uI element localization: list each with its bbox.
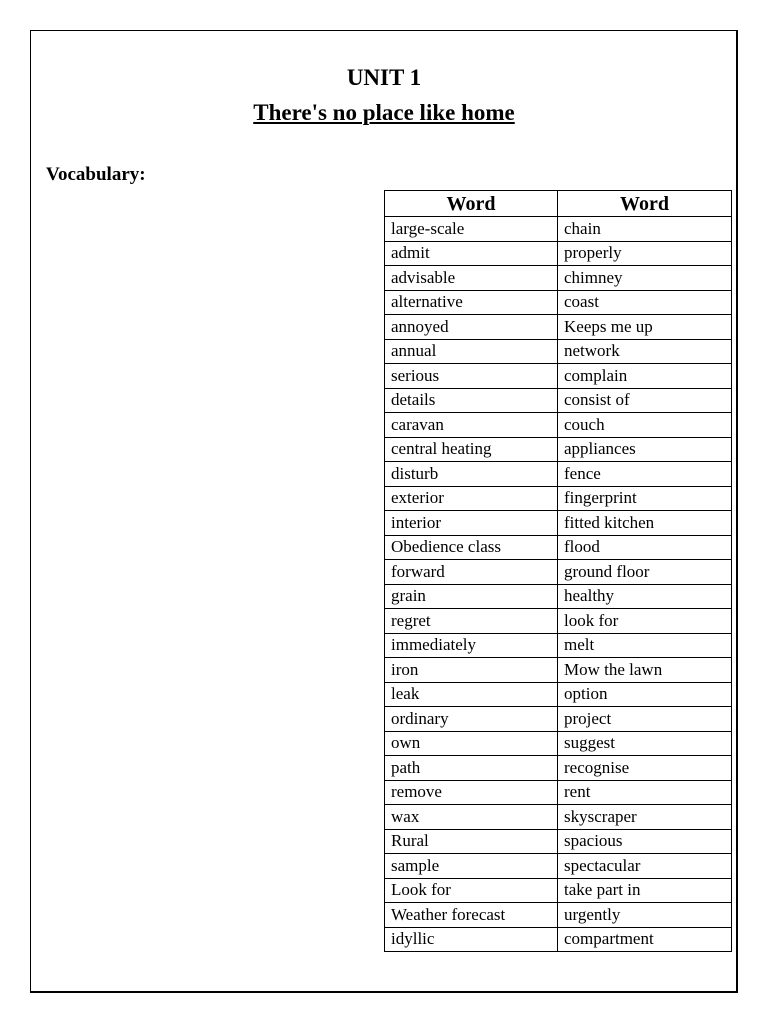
word-cell-left: caravan bbox=[385, 413, 558, 438]
word-cell-right: couch bbox=[558, 413, 732, 438]
word-cell-right: spectacular bbox=[558, 854, 732, 879]
table-row bbox=[385, 854, 732, 879]
word-cell-right: chimney bbox=[558, 266, 732, 291]
word-cell-left: admit bbox=[385, 241, 558, 266]
word-cell-left: advisable bbox=[385, 266, 558, 291]
word-cell-right: properly bbox=[558, 241, 732, 266]
unit-subtitle: There's no place like home bbox=[253, 100, 515, 125]
unit-title: UNIT 1 bbox=[346, 65, 422, 90]
table-body bbox=[385, 217, 732, 952]
table-row bbox=[385, 584, 732, 609]
word-cell-right: suggest bbox=[558, 731, 732, 756]
word-cell-left: path bbox=[385, 756, 558, 781]
column-header-word-1: Word bbox=[385, 191, 558, 217]
word-cell-right: melt bbox=[558, 633, 732, 658]
word-cell-left: ordinary bbox=[385, 707, 558, 732]
word-cell-right: option bbox=[558, 682, 732, 707]
table-row bbox=[385, 633, 732, 658]
table-row bbox=[385, 462, 732, 487]
word-cell-left: annual bbox=[385, 339, 558, 364]
table-row bbox=[385, 927, 732, 952]
table-row bbox=[385, 731, 732, 756]
table-row bbox=[385, 658, 732, 683]
word-cell-right: spacious bbox=[558, 829, 732, 854]
word-cell-left: Rural bbox=[385, 829, 558, 854]
table-row bbox=[385, 364, 732, 389]
word-cell-left: large-scale bbox=[385, 217, 558, 242]
word-cell-left: interior bbox=[385, 511, 558, 536]
word-cell-left: Weather forecast bbox=[385, 903, 558, 928]
word-cell-right: fingerprint bbox=[558, 486, 732, 511]
table-row bbox=[385, 903, 732, 928]
word-cell-right: consist of bbox=[558, 388, 732, 413]
table-row bbox=[385, 388, 732, 413]
word-cell-right: fence bbox=[558, 462, 732, 487]
word-cell-right: appliances bbox=[558, 437, 732, 462]
table-row bbox=[385, 266, 732, 291]
word-cell-right: flood bbox=[558, 535, 732, 560]
word-cell-left: wax bbox=[385, 805, 558, 830]
table-row bbox=[385, 486, 732, 511]
word-cell-right: network bbox=[558, 339, 732, 364]
word-cell-right: look for bbox=[558, 609, 732, 634]
table-row bbox=[385, 756, 732, 781]
word-cell-right: skyscraper bbox=[558, 805, 732, 830]
word-cell-right: compartment bbox=[558, 927, 732, 952]
word-cell-right: complain bbox=[558, 364, 732, 389]
word-cell-right: project bbox=[558, 707, 732, 732]
word-cell-left: annoyed bbox=[385, 315, 558, 340]
table-row bbox=[385, 217, 732, 242]
word-cell-right: fitted kitchen bbox=[558, 511, 732, 536]
table-row bbox=[385, 609, 732, 634]
word-cell-left: details bbox=[385, 388, 558, 413]
table-row bbox=[385, 805, 732, 830]
word-cell-left: disturb bbox=[385, 462, 558, 487]
word-cell-right: ground floor bbox=[558, 560, 732, 585]
word-cell-left: idyllic bbox=[385, 927, 558, 952]
word-cell-right: rent bbox=[558, 780, 732, 805]
table-row bbox=[385, 535, 732, 560]
word-cell-left: serious bbox=[385, 364, 558, 389]
word-cell-right: Mow the lawn bbox=[558, 658, 732, 683]
table-row bbox=[385, 315, 732, 340]
word-cell-left: sample bbox=[385, 854, 558, 879]
word-cell-left: grain bbox=[385, 584, 558, 609]
word-cell-right: recognise bbox=[558, 756, 732, 781]
table-row bbox=[385, 241, 732, 266]
table-row bbox=[385, 682, 732, 707]
table-row bbox=[385, 560, 732, 585]
word-cell-right: chain bbox=[558, 217, 732, 242]
word-cell-right: healthy bbox=[558, 584, 732, 609]
word-cell-left: own bbox=[385, 731, 558, 756]
word-cell-left: regret bbox=[385, 609, 558, 634]
word-cell-left: iron bbox=[385, 658, 558, 683]
column-header-word-2: Word bbox=[558, 191, 732, 217]
table-row bbox=[385, 511, 732, 536]
word-cell-right: urgently bbox=[558, 903, 732, 928]
word-cell-left: central heating bbox=[385, 437, 558, 462]
table-row bbox=[385, 780, 732, 805]
table-row bbox=[385, 339, 732, 364]
word-cell-right: Keeps me up bbox=[558, 315, 732, 340]
word-cell-left: Look for bbox=[385, 878, 558, 903]
table-header-row bbox=[385, 191, 732, 217]
word-cell-left: leak bbox=[385, 682, 558, 707]
word-cell-left: alternative bbox=[385, 290, 558, 315]
table-row bbox=[385, 829, 732, 854]
table-row bbox=[385, 878, 732, 903]
word-cell-left: immediately bbox=[385, 633, 558, 658]
table-row bbox=[385, 413, 732, 438]
vocabulary-table bbox=[384, 190, 732, 952]
table-row bbox=[385, 707, 732, 732]
word-cell-left: remove bbox=[385, 780, 558, 805]
word-cell-left: forward bbox=[385, 560, 558, 585]
word-cell-right: take part in bbox=[558, 878, 732, 903]
table-row bbox=[385, 290, 732, 315]
word-cell-left: exterior bbox=[385, 486, 558, 511]
vocabulary-heading: Vocabulary: bbox=[46, 164, 146, 185]
table-row bbox=[385, 437, 732, 462]
word-cell-left: Obedience class bbox=[385, 535, 558, 560]
word-cell-right: coast bbox=[558, 290, 732, 315]
